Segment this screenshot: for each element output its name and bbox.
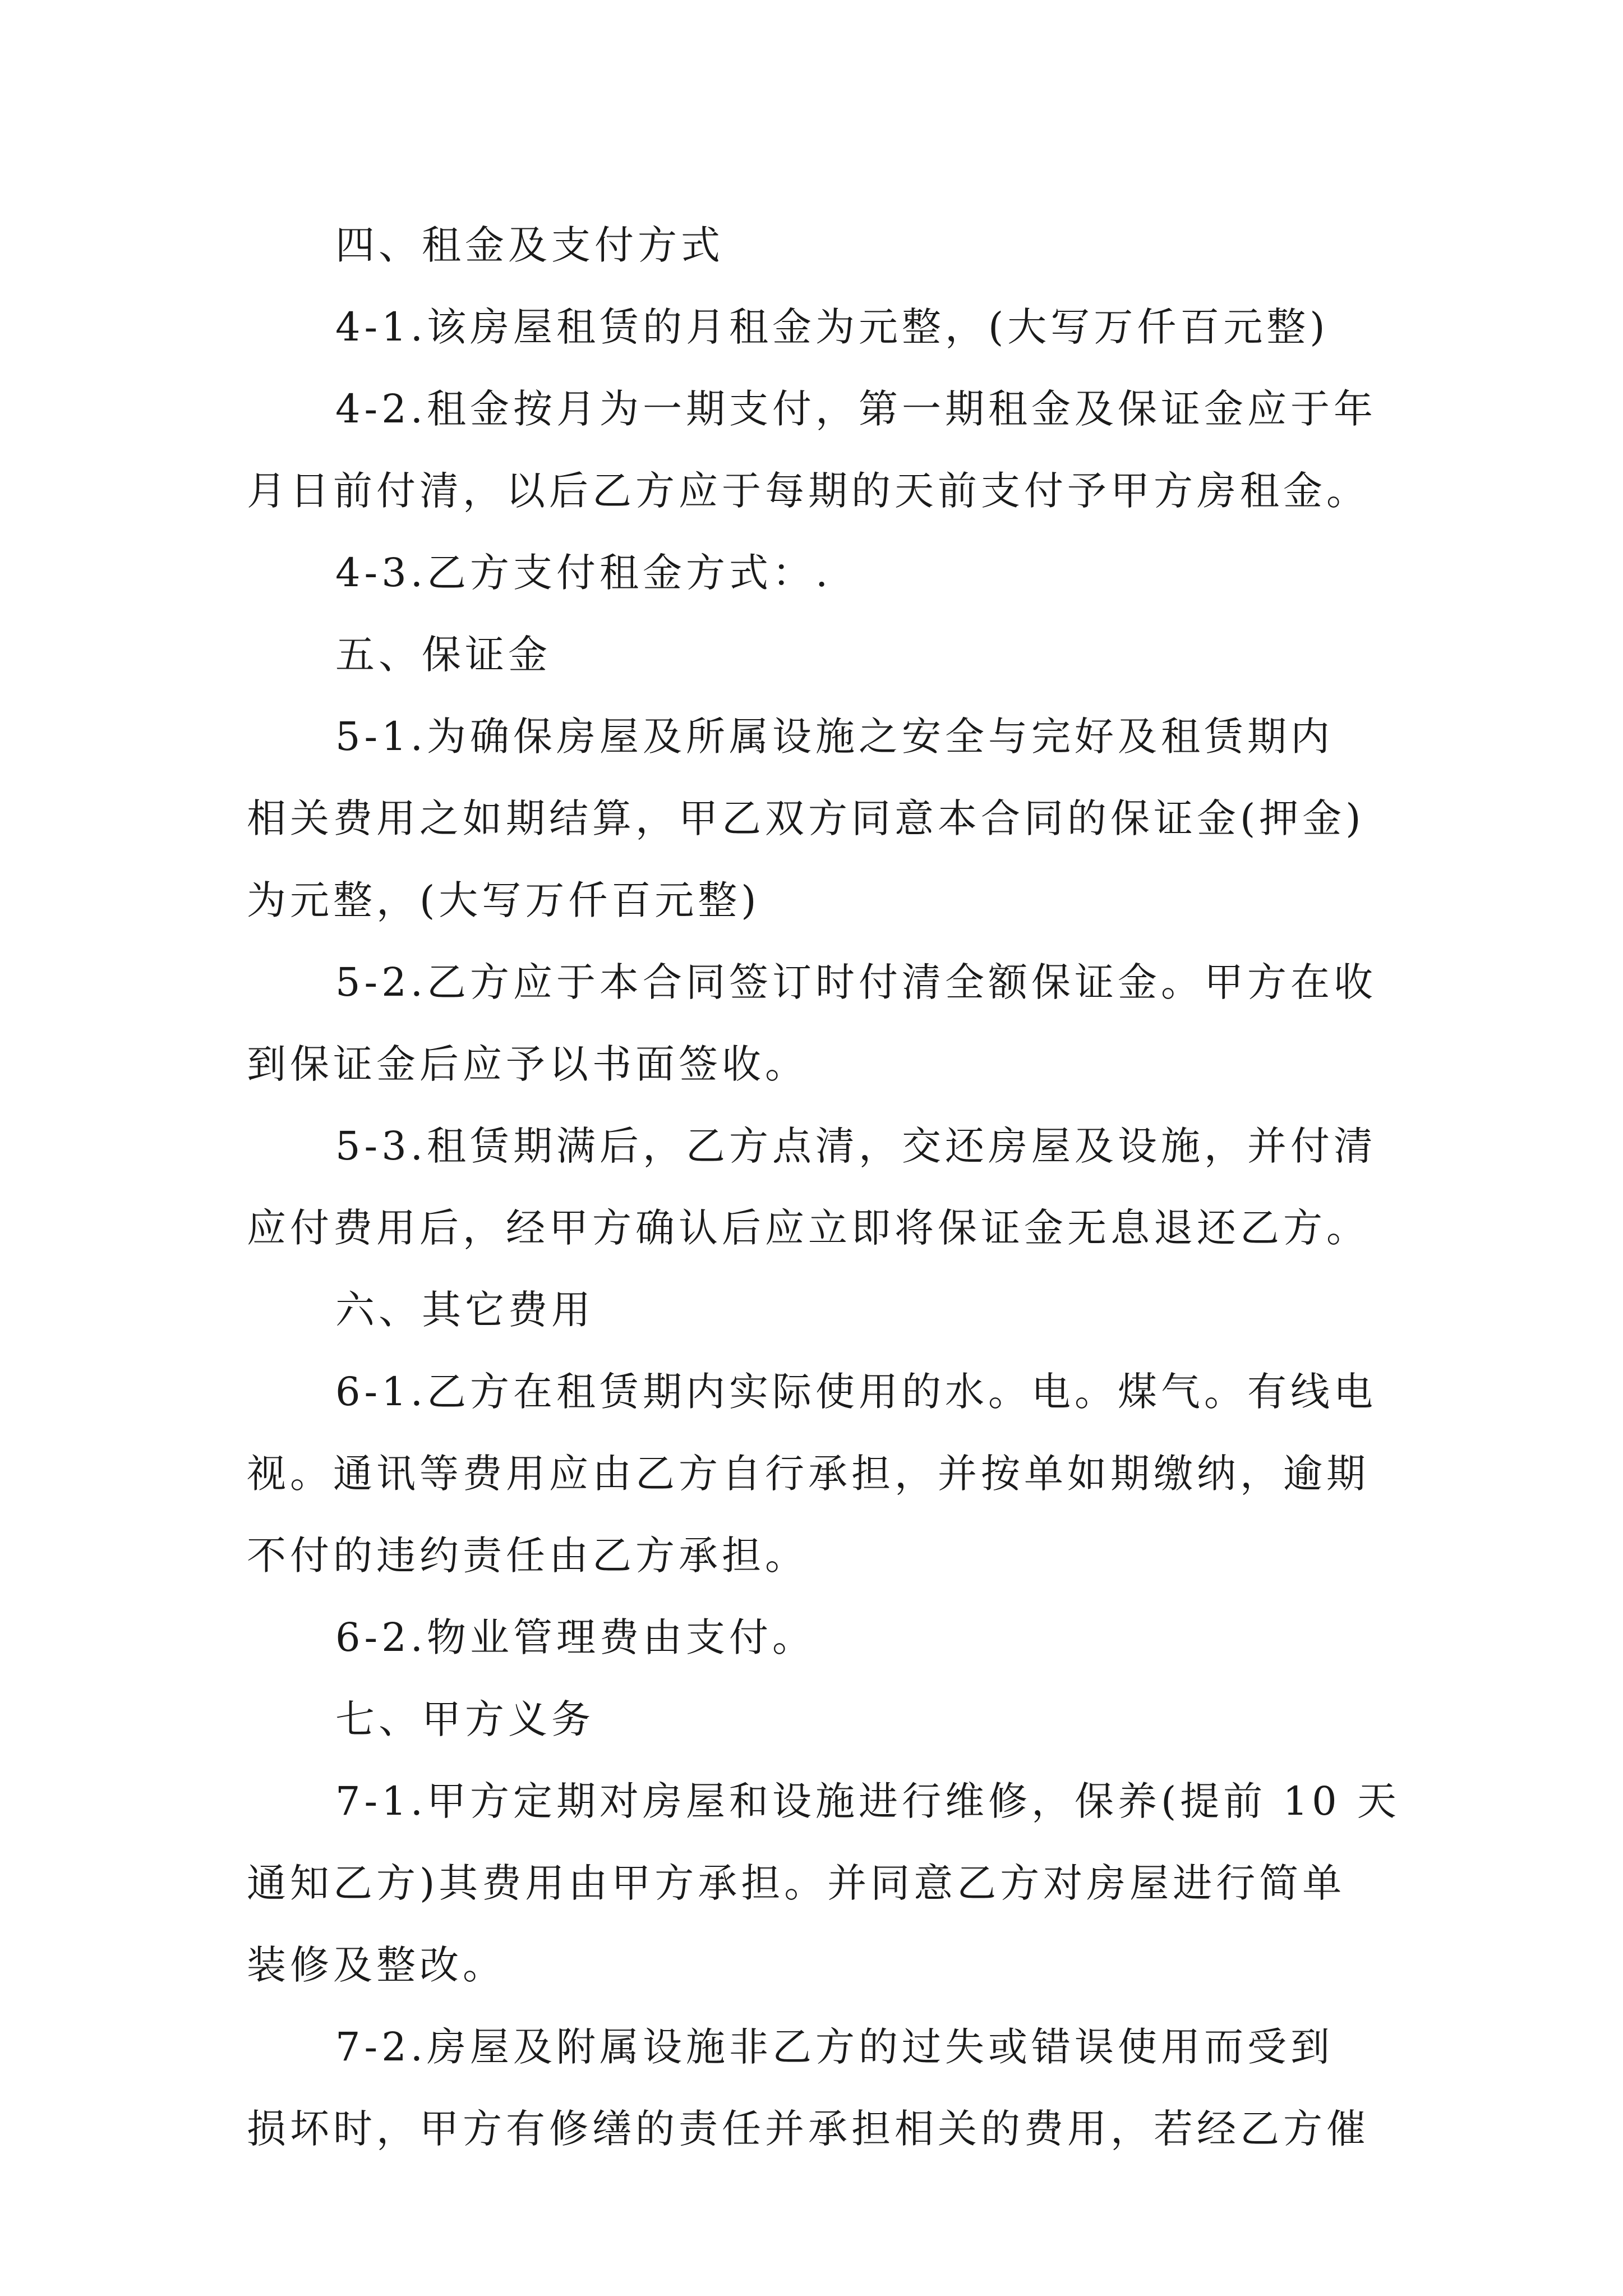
clause-4-3: 4-3.乙方支付租金方式：. <box>335 550 832 596</box>
clause-6-1-continued-2: 不付的违约责任由乙方承担。 <box>247 1533 808 1579</box>
clause-6-2: 6-2.物业管理费由支付。 <box>335 1614 815 1660</box>
clause-4-2-continued: 月日前付清，以后乙方应于每期的天前支付予甲方房租金。 <box>247 468 1370 514</box>
section-heading-rent-payment: 四、租金及支付方式 <box>335 222 724 268</box>
document-body <box>247 220 1402 2185</box>
clause-5-2: 5-2.乙方应于本合同签订时付清全额保证金。甲方在收 <box>335 959 1377 1005</box>
section-heading-party-a-obligations: 七、甲方义务 <box>335 1696 594 1742</box>
clause-5-1-continued: 相关费用之如期结算，甲乙双方同意本合同的保证金(押金) <box>247 795 1365 841</box>
clause-5-1-continued-2: 为元整，(大写万仟百元整) <box>247 877 760 923</box>
clause-5-1: 5-1.为确保房屋及所属设施之安全与完好及租赁期内 <box>335 714 1334 760</box>
clause-5-2-continued: 到保证金后应予以书面签收。 <box>247 1041 808 1087</box>
clause-7-1-continued: 通知乙方)其费用由甲方承担。并同意乙方对房屋进行简单 <box>247 1860 1346 1906</box>
section-heading-other-fees: 六、其它费用 <box>335 1287 594 1333</box>
clause-7-2: 7-2.房屋及附属设施非乙方的过失或错误使用而受到 <box>335 2024 1334 2070</box>
clause-4-2: 4-2.租金按月为一期支付，第一期租金及保证金应于年 <box>335 386 1377 432</box>
clause-7-1-continued-2: 装修及整改。 <box>247 1942 506 1988</box>
clause-6-1-continued: 视。通讯等费用应由乙方自行承担，并按单如期缴纳，逾期 <box>247 1451 1370 1497</box>
clause-5-3-continued: 应付费用后，经甲方确认后应立即将保证金无息退还乙方。 <box>247 1205 1370 1251</box>
clause-6-1: 6-1.乙方在租赁期内实际使用的水。电。煤气。有线电 <box>335 1369 1377 1415</box>
section-heading-deposit: 五、保证金 <box>335 632 551 678</box>
clause-7-2-continued: 损坏时，甲方有修缮的责任并承担相关的费用，若经乙方催 <box>247 2106 1370 2152</box>
clause-5-3: 5-3.租赁期满后，乙方点清，交还房屋及设施，并付清 <box>335 1123 1377 1169</box>
clause-4-1: 4-1.该房屋租赁的月租金为元整，(大写万仟百元整) <box>335 304 1329 350</box>
clause-7-1: 7-1.甲方定期对房屋和设施进行维修，保养(提前 10 天 <box>335 1778 1400 1824</box>
